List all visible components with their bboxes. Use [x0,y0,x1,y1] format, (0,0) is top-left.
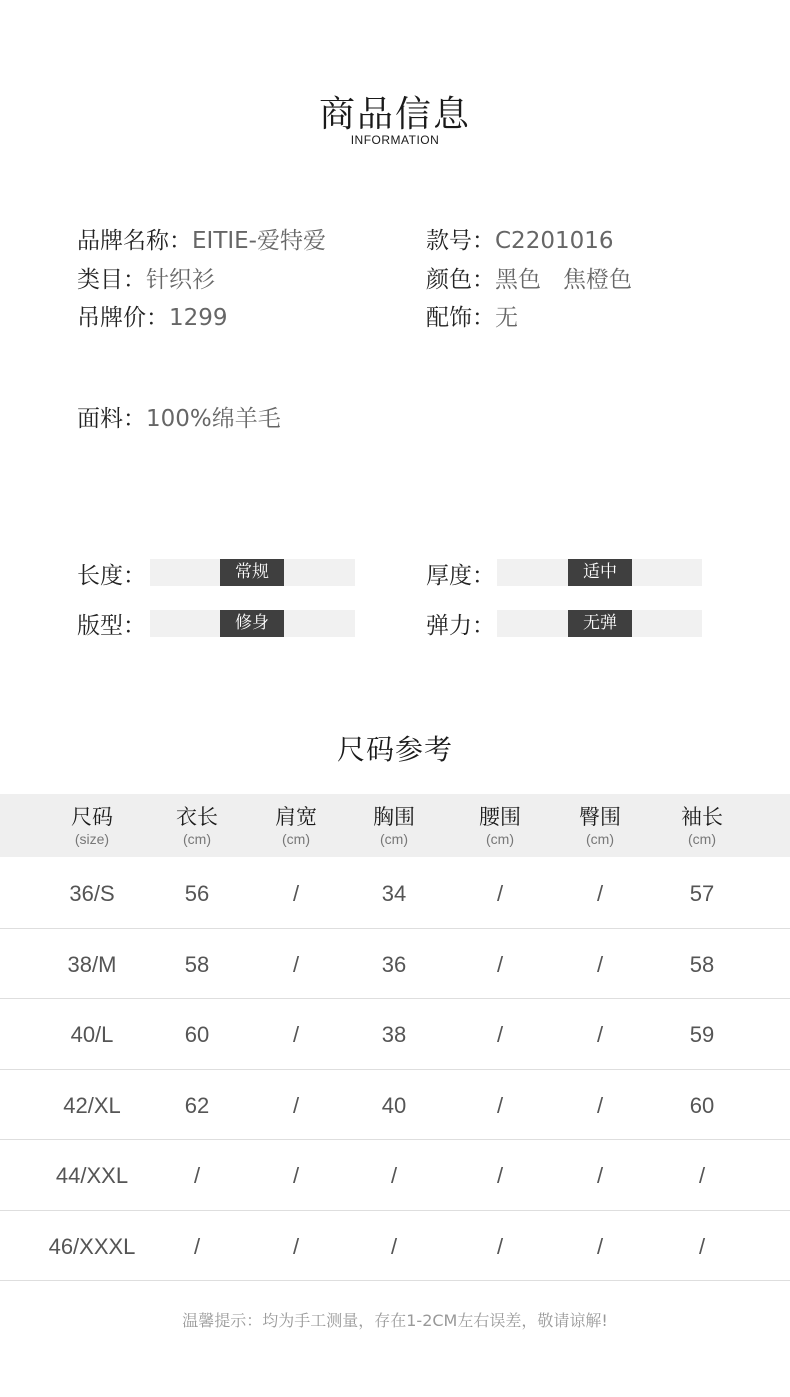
fit-label: 版型： [77,613,146,639]
thickness-bar [497,559,702,586]
measure-cell: / [596,1092,604,1118]
color-value-orange: 焦橙色 [563,267,632,293]
measure-cell: / [193,1233,201,1259]
thickness-tag: 适中 [568,559,632,586]
page-subtitle: INFORMATION [350,133,440,147]
measure-cell: / [698,1233,706,1259]
measure-cell: / [292,1092,300,1118]
measure-cell: 34 [381,881,407,906]
header-shoulder: 肩宽 (cm) [275,805,317,847]
price-label: 吊牌价： [77,305,169,331]
measure-cell: / [596,1163,604,1188]
brand-value: EITIE-爱特爱 [192,228,326,254]
measure-cell: 62 [184,1092,210,1118]
row-divider [0,1139,790,1140]
style-number-label: 款号： [426,228,495,254]
row-divider [0,1069,790,1070]
fit-tag: 修身 [220,610,284,637]
size-cell: 44/XXL [55,1163,129,1188]
measure-cell: 59 [689,1022,715,1047]
category-value: 针织衫 [146,267,215,293]
header-sleeve: 袖长 (cm) [681,805,723,847]
measure-cell: / [596,881,604,906]
row-divider [0,998,790,999]
size-cell: 38/M [67,951,117,977]
row-divider [0,928,790,929]
measure-cell: / [496,881,504,906]
measure-cell: 60 [689,1092,715,1118]
style-number-info [426,222,614,255]
fabric-info [77,400,281,433]
elasticity-tag: 无弹 [568,610,632,637]
measure-cell: / [596,1233,604,1259]
header-length: 衣长 (cm) [176,805,218,847]
size-cell: 36/S [69,881,115,906]
size-table-header [0,794,790,857]
length-tag: 常规 [220,559,284,586]
accessory-value: 无 [495,305,518,331]
measure-cell: 58 [689,951,715,977]
length-bar [150,559,355,586]
size-cell: 42/XL [63,1092,121,1118]
category-label: 类目： [77,267,146,293]
header-size: 尺码 (size) [71,805,113,847]
measure-cell: / [292,1233,300,1259]
color-info [426,261,632,294]
measure-cell: / [193,1163,201,1188]
brand-label: 品牌名称： [77,228,192,254]
header-hip: 臀围 (cm) [579,805,621,847]
color-label: 颜色： [426,267,495,293]
measure-cell: 56 [184,881,210,906]
style-number-value: C2201016 [495,228,614,254]
price-value: 1299 [169,305,228,331]
elasticity-bar [497,610,702,637]
header-chest: 胸围 (cm) [373,805,415,847]
measure-cell: / [292,881,300,906]
measure-cell: / [496,1163,504,1188]
accessory-label: 配饰： [426,305,495,331]
thickness-label: 厚度： [426,563,495,589]
measure-cell: / [292,951,300,977]
fabric-label: 面料： [77,406,146,432]
measure-cell: 40 [381,1092,407,1118]
row-divider [0,1280,790,1281]
header-waist: 腰围 (cm) [479,805,521,847]
row-divider [0,1210,790,1211]
elasticity-label: 弹力： [426,613,495,639]
size-chart-title: 尺码参考 [336,733,453,766]
length-label: 长度： [77,563,146,589]
measure-cell: / [390,1233,398,1259]
measure-cell: 36 [381,951,407,977]
measure-cell: / [496,1092,504,1118]
measure-cell: / [292,1022,300,1047]
measure-cell: / [292,1163,300,1188]
measure-cell: 60 [184,1022,210,1047]
brand-info [77,222,326,255]
fabric-value: 100%绵羊毛 [146,406,281,432]
measure-cell: / [496,1022,504,1047]
measure-cell: 38 [381,1022,407,1047]
accessory-info [426,299,518,332]
measure-cell: / [596,951,604,977]
price-info [77,299,228,332]
measure-cell: 57 [689,881,715,906]
measure-cell: / [596,1022,604,1047]
measure-cell: / [496,1233,504,1259]
measure-cell: / [698,1163,706,1188]
color-value-black: 黑色 [495,267,541,293]
category-info [77,261,215,294]
measure-cell: / [390,1163,398,1188]
page-title: 商品信息 [318,94,471,135]
measure-cell: 58 [184,951,210,977]
measurement-note: 温馨提示：均为手工测量，存在1-2CM左右误差，敬请谅解! [182,1311,608,1330]
measure-cell: / [496,951,504,977]
size-cell: 40/L [70,1022,114,1047]
fit-bar [150,610,355,637]
size-cell: 46/XXXL [48,1233,136,1259]
